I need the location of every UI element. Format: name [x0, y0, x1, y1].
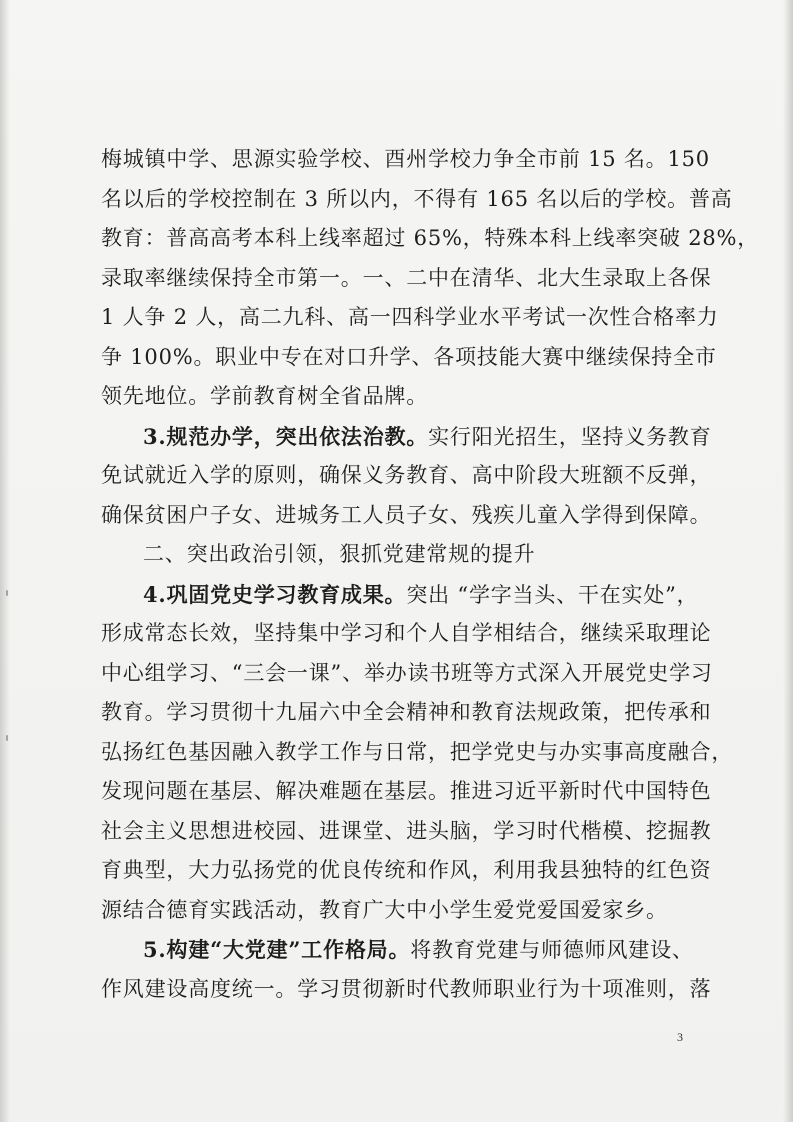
paragraph-line: 名以后的学校控制在 3 所以内，不得有 165 名以后的学校。普高 — [101, 186, 733, 211]
paragraph-line: 录取率继续保持全市第一。一、二中在清华、北大生录取上各保 — [101, 265, 712, 290]
item-5-first-line — [101, 930, 694, 970]
paragraph-line: 1 人争 2 人，高二九科、高一四科学业水平考试一次性合格率力 — [101, 305, 719, 329]
page-number: 3 — [677, 1030, 683, 1044]
paragraph-line: 发现问题在基层、解决难题在基层。推进习近平新时代中国特色 — [101, 779, 712, 803]
paragraph-line: 社会主义思想进校园、进课堂、进头脑，学习时代楷模、挖掘教 — [101, 818, 712, 843]
scan-edge-left — [0, 0, 10, 1122]
item-3-text: 实行阳光招生，坚持义务教育 — [428, 424, 712, 449]
item-3-first-line — [101, 417, 712, 457]
paragraph-line: 教育：普高高考本科上线率超过 65%，特殊本科上线率突破 28%， — [101, 226, 760, 250]
paragraph-line: 形成常态长效，坚持集中学习和个人自学相结合，继续采取理论 — [101, 621, 712, 645]
item-4-first-line — [101, 575, 699, 615]
paragraph-line: 作风建设高度统一。学习贯彻新时代教师职业行为十项准则，落 — [101, 976, 712, 1001]
document-body — [101, 140, 760, 1009]
item-4-text: 突出 “学字当头、干在实处”， — [406, 582, 699, 607]
item-3-heading: 3.规范办学，突出依法治教。 — [143, 423, 429, 449]
paragraph-line: 领先地位。学前教育树全省品牌。 — [101, 384, 428, 408]
paragraph-line: 梅城镇中学、思源实验学校、酉州学校力争全市前 15 名。150 — [101, 147, 710, 171]
scan-edge-right — [783, 0, 793, 1122]
paragraph-line: 争 100%。职业中专在对口升学、各项技能大赛中继续保持全市 — [101, 344, 717, 369]
scan-speck — [6, 590, 8, 596]
item-5-heading: 5.构建“大党建”工作格局。 — [143, 937, 411, 962]
section-2-title: 二、突出政治引领，狠抓党建常规的提升 — [143, 542, 536, 566]
scan-speck — [6, 735, 8, 741]
paragraph-line: 确保贫困户子女、进城务工人员子女、残疾儿童入学得到保障。 — [101, 502, 712, 527]
paragraph-line: 中心组学习、“三会一课”、举办读书班等方式深入开展党史学习 — [101, 660, 713, 685]
paragraph-line: 源结合德育实践活动，教育广大中小学生爱党爱国爱家乡。 — [101, 897, 668, 922]
paragraph-line: 免试就近入学的原则，确保义务教育、高中阶段大班额不反弹， — [101, 463, 712, 487]
paragraph-line: 教育。学习贯彻十九届六中全会精神和教育法规政策，把传承和 — [101, 700, 712, 724]
item-5-text: 将教育党建与师德师风建设、 — [410, 938, 694, 962]
paragraph-line: 弘扬红色基因融入教学工作与日常，把学党史与办实事高度融合， — [101, 739, 734, 764]
item-4-heading: 4.巩固党史学习教育成果。 — [143, 581, 407, 607]
paragraph-line: 育典型，大力弘扬党的优良传统和作风，利用我县独特的红色资 — [101, 858, 712, 882]
